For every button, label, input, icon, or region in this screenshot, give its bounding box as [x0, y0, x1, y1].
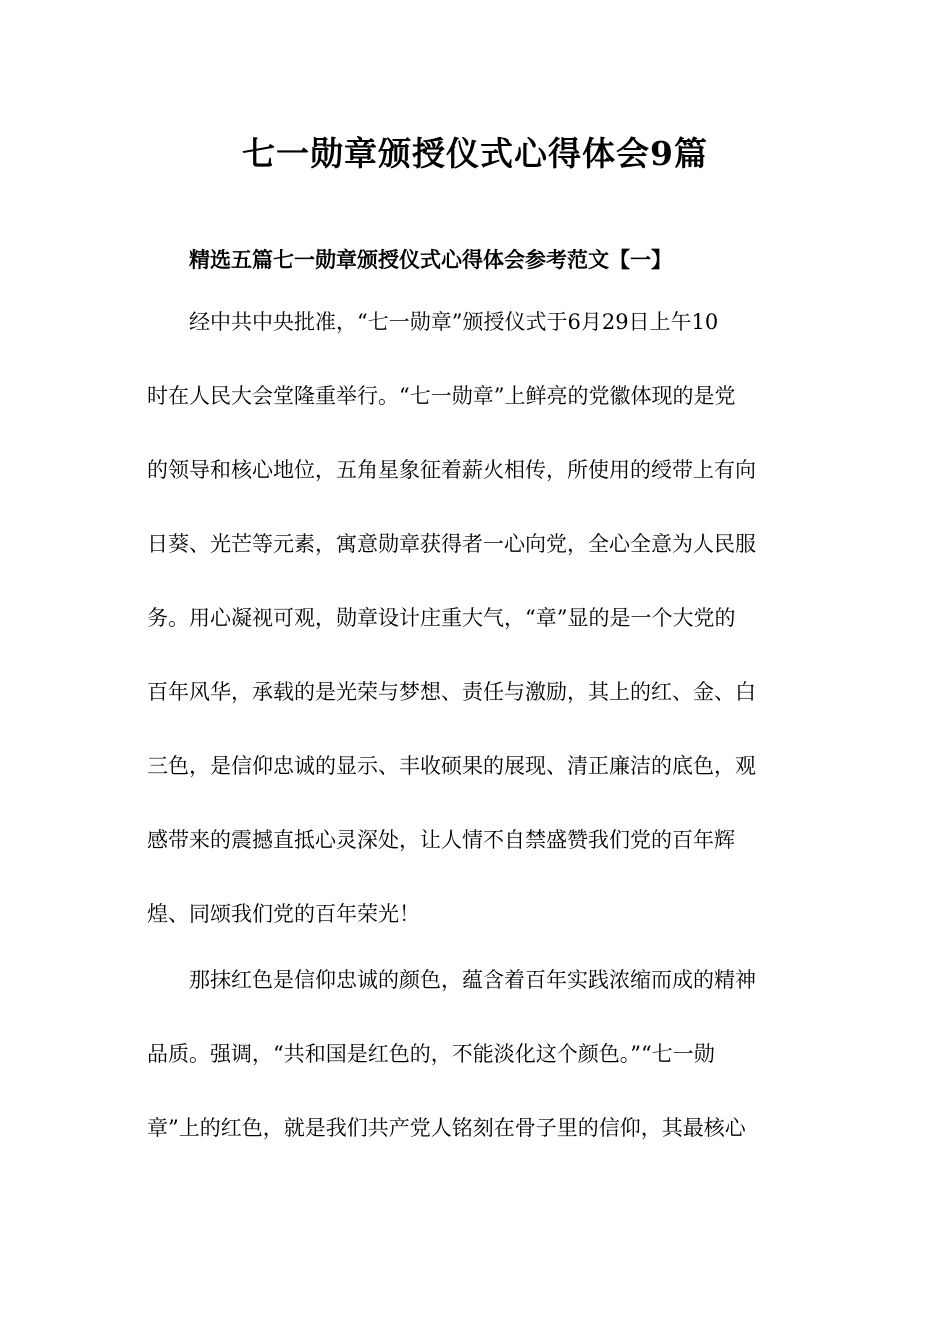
- paragraph-line: 感带来的震撼直抵心灵深处，让人情不自禁盛赞我们党的百年辉: [147, 828, 735, 852]
- paragraph-line: 的领导和核心地位，五角星象征着薪火相传，所使用的绶带上有向: [147, 458, 756, 482]
- paragraph-line: 百年风华，承载的是光荣与梦想、责任与激励，其上的红、金、白: [147, 680, 756, 704]
- paragraph-line: 那抹红色是信仰忠诚的颜色，蕴含着百年实践浓缩而成的精神: [189, 968, 756, 992]
- section-heading: 精选五篇七一勋章颁授仪式心得体会参考范文【一】: [189, 247, 672, 272]
- paragraph-line: 日葵、光芒等元素，寓意勋章获得者一心向党，全心全意为人民服: [147, 532, 756, 556]
- paragraph-line: 章”上的红色，就是我们共产党人铭刻在骨子里的信仰，其最核心: [147, 1116, 746, 1140]
- paragraph-line: 三色，是信仰忠诚的显示、丰收硕果的展现、清正廉洁的底色，观: [147, 754, 756, 778]
- paragraph-line: 煌、同颂我们党的百年荣光！: [147, 902, 420, 926]
- paragraph-line: 务。用心凝视可观，勋章设计庄重大气，“章”显的是一个大党的: [147, 606, 736, 630]
- paragraph-line: 经中共中央批准，“七一勋章”颁授仪式于6月29日上午10: [189, 310, 719, 334]
- paragraph-line: 品质。强调，“共和国是红色的，不能淡化这个颜色。”“七一勋: [147, 1042, 715, 1066]
- paragraph-line: 时在人民大会堂隆重举行。“七一勋章”上鲜亮的党徽体现的是党: [147, 384, 736, 408]
- document-title: 七一勋章颁授仪式心得体会9篇: [242, 134, 708, 173]
